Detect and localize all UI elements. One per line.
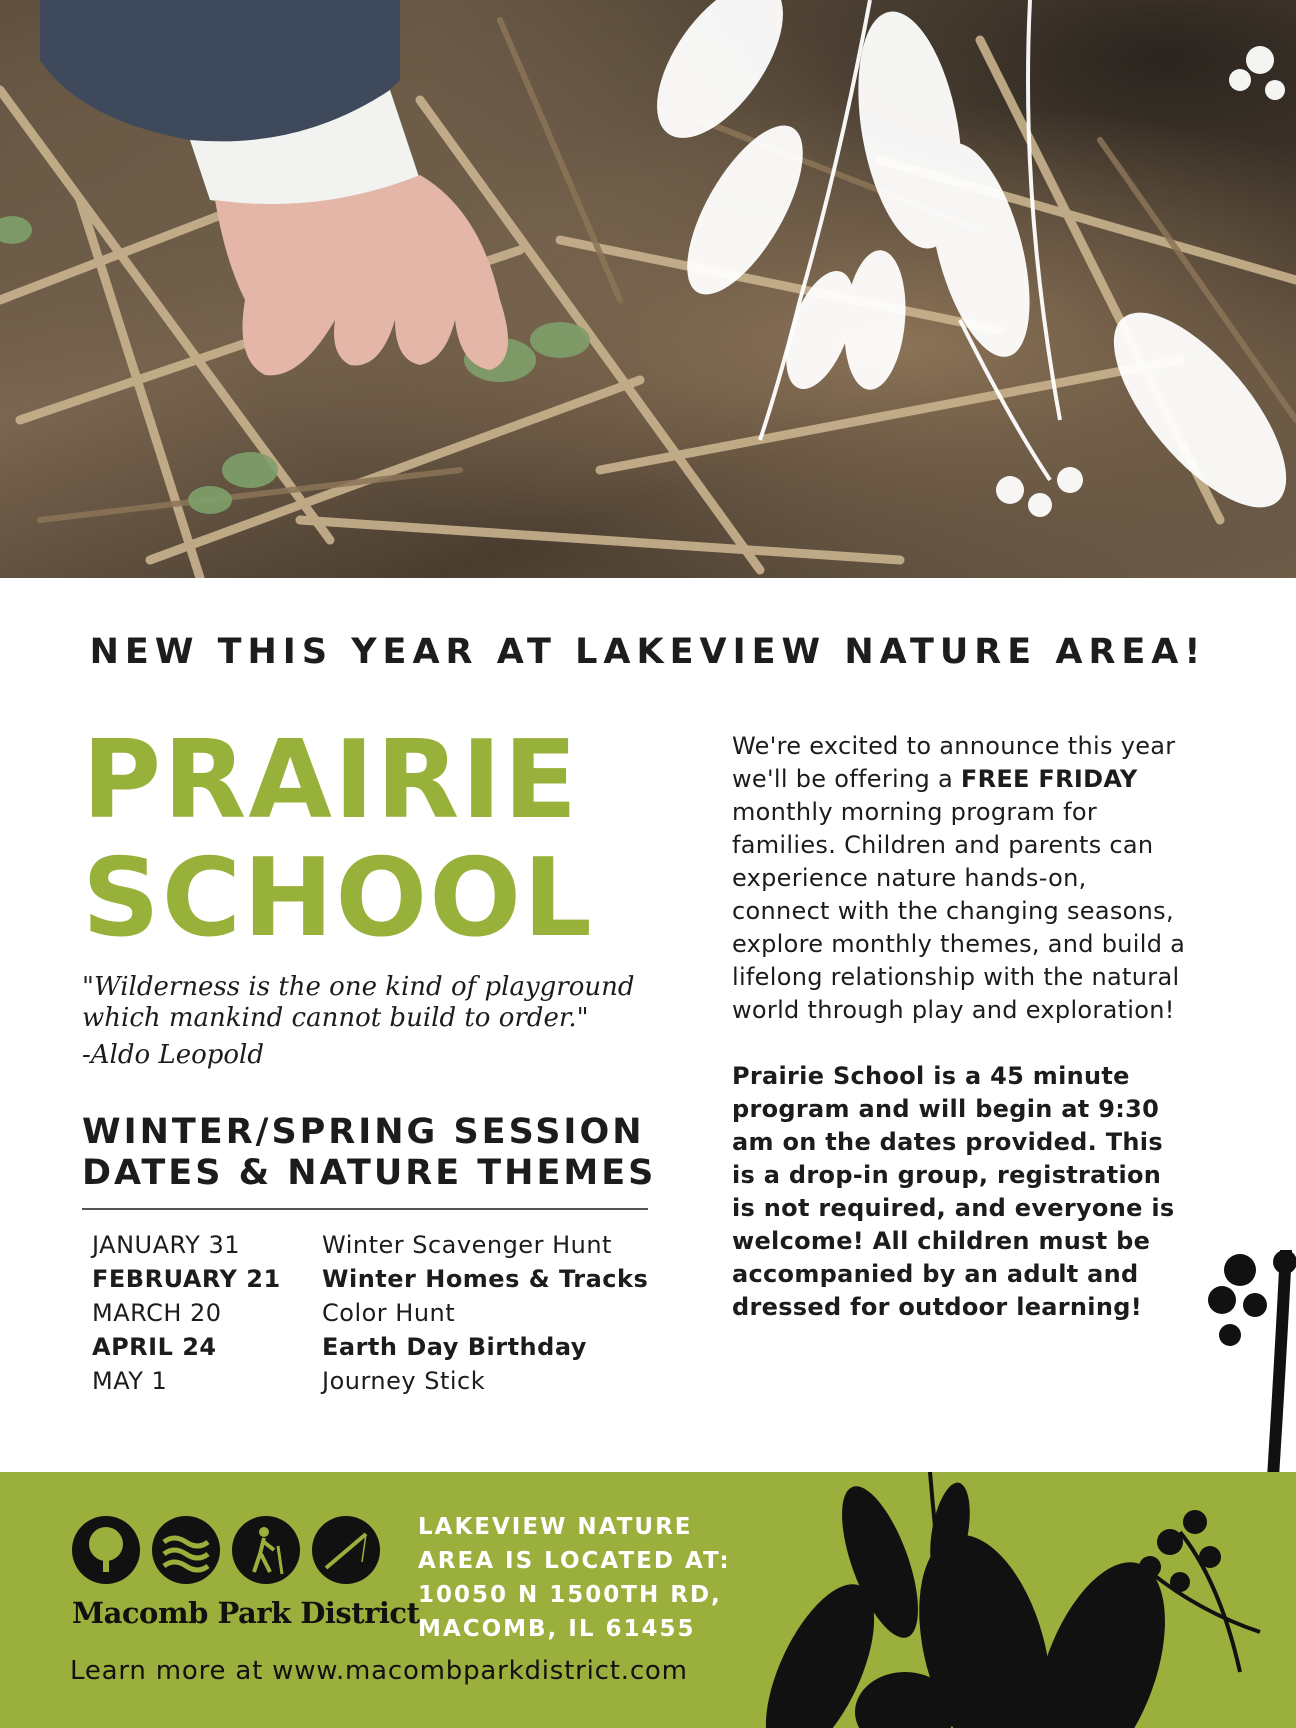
schedule-row — [92, 1330, 672, 1364]
footer-leaf-illustration — [0, 1472, 1296, 1728]
schedule-row — [92, 1296, 672, 1330]
schedule-row — [92, 1364, 672, 1398]
schedule-theme: Journey Stick — [322, 1367, 486, 1395]
schedule-theme: Winter Scavenger Hunt — [322, 1231, 612, 1259]
hero-illustration — [0, 0, 1296, 578]
schedule-date: JANUARY 31 — [92, 1231, 240, 1259]
hero-photo — [0, 0, 1296, 578]
schedule-row — [92, 1262, 672, 1296]
session-line-2: DATES & NATURE THEMES — [82, 1153, 657, 1193]
description-text: monthly morning program for families. Children and parents can experience nature hands-on, connect with the changing seasons, explore monthly themes, and build a lifelong relationship with the natural world through play and exploration! — [732, 798, 1186, 1024]
session-heading — [82, 1112, 656, 1194]
schedule-theme: Earth Day Birthday — [322, 1333, 587, 1361]
footer — [0, 1472, 1296, 1728]
white-leaf-illustration — [632, 0, 1296, 534]
quote-line-2: which mankind cannot build to order." — [82, 1003, 589, 1033]
schedule-list — [92, 1228, 672, 1398]
program-title — [82, 718, 594, 961]
schedule-row — [92, 1228, 672, 1262]
website-link[interactable]: Learn more at www.macombparkdistrict.com — [70, 1656, 688, 1686]
description-paragraph-1 — [732, 730, 1192, 1027]
schedule-date: APRIL 24 — [92, 1333, 217, 1361]
details-text: Prairie School is a 45 minute program and will begin at 9:30 am on the dates provided. This is a drop-in group, registration is not required, and everyone is welcome! All children must be accompanied by an adult and dressed for outdoor learning! — [732, 1062, 1175, 1321]
address-line: MACOMB, IL 61455 — [418, 1616, 696, 1642]
schedule-theme: Color Hunt — [322, 1299, 456, 1327]
description-paragraph-2 — [732, 1060, 1192, 1324]
title-line-1: PRAIRIE — [82, 718, 580, 843]
session-line-1: WINTER/SPRING SESSION — [82, 1112, 645, 1152]
divider — [82, 1208, 648, 1210]
schedule-date: MARCH 20 — [92, 1299, 222, 1327]
headline: NEW THIS YEAR AT LAKEVIEW NATURE AREA! — [89, 632, 1207, 672]
schedule-theme: Winter Homes & Tracks — [322, 1265, 649, 1293]
title-line-2: SCHOOL — [82, 836, 594, 961]
schedule-date: MAY 1 — [92, 1367, 168, 1395]
address-line: LAKEVIEW NATURE — [418, 1514, 693, 1540]
description-text: We're excited to announce this year we'll be offering a — [732, 732, 1176, 793]
address-line: AREA IS LOCATED AT: — [418, 1548, 731, 1574]
park-district-name: Macomb Park District — [72, 1596, 420, 1630]
quote-line-1: "Wilderness is the one kind of playground — [82, 972, 635, 1002]
free-friday-highlight: FREE FRIDAY — [960, 765, 1138, 793]
child-hand — [215, 175, 508, 375]
address-line: 10050 N 1500TH RD, — [418, 1582, 722, 1608]
program-description — [732, 730, 1192, 1357]
quote — [82, 972, 682, 1071]
schedule-date: FEBRUARY 21 — [92, 1265, 281, 1293]
quote-author: -Aldo Leopold — [82, 1040, 264, 1070]
